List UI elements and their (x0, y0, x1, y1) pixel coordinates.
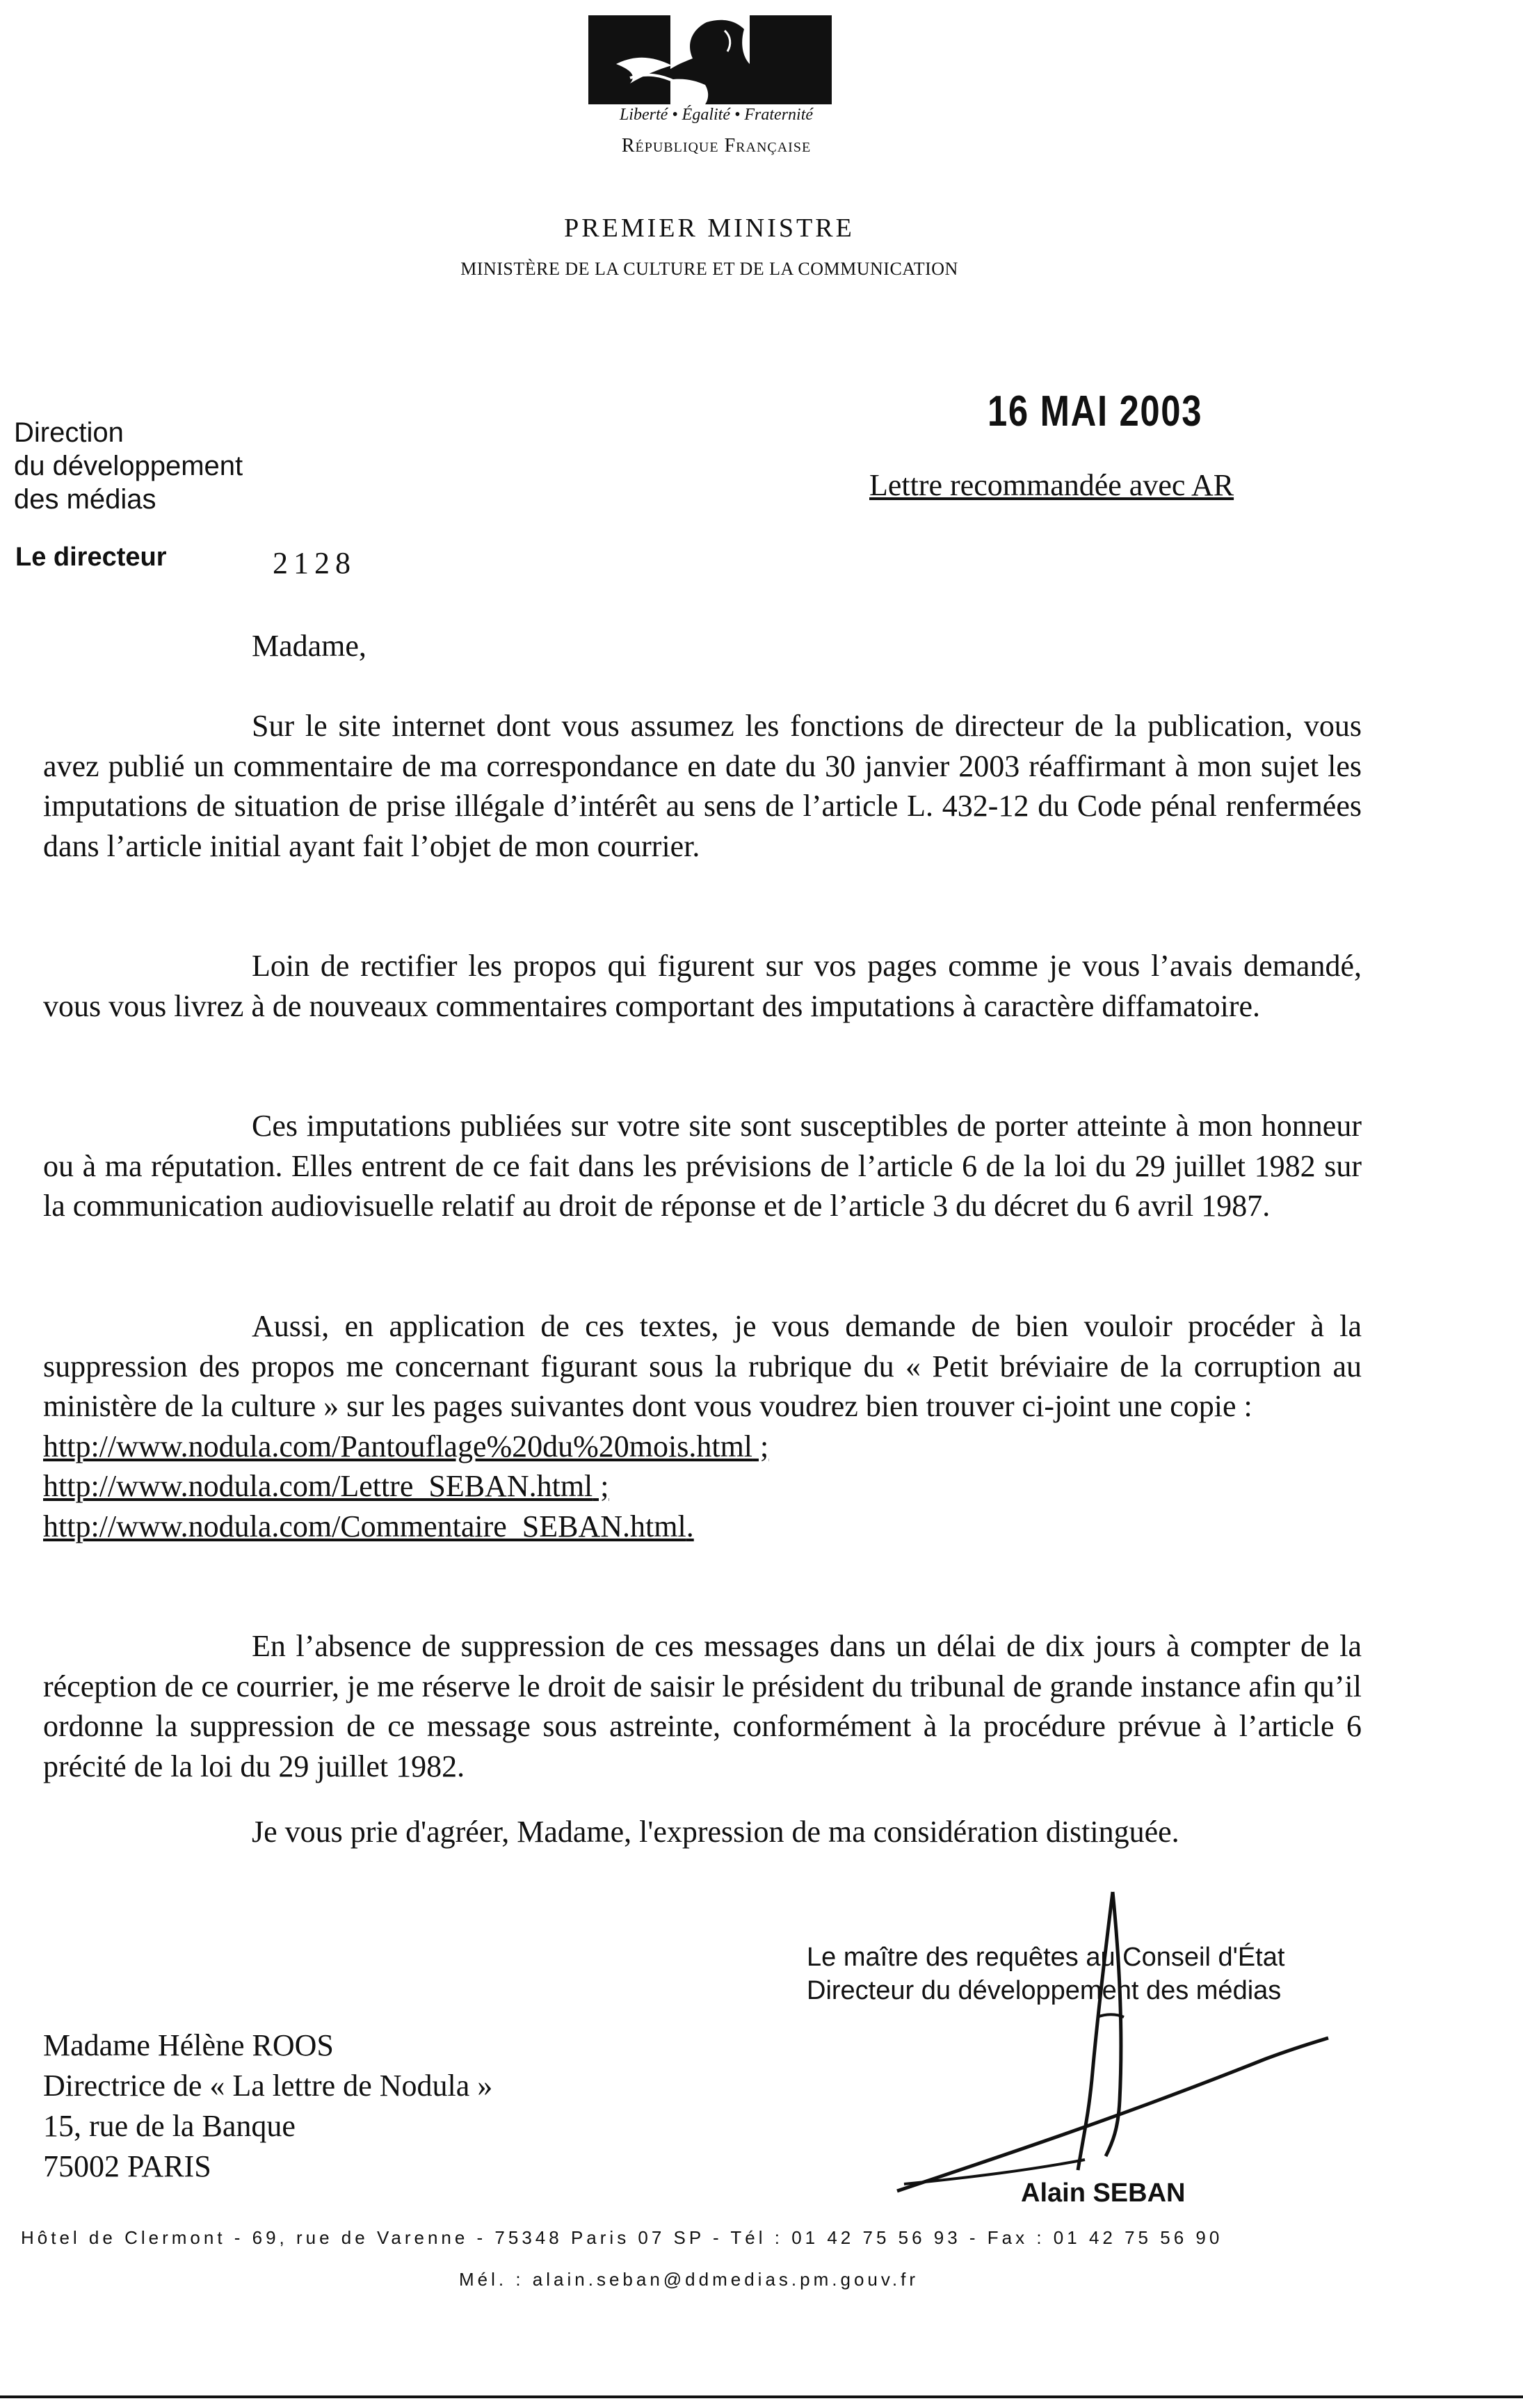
republique-francaise: République Française (621, 135, 812, 156)
premier-ministre-heading: PREMIER MINISTRE (564, 214, 855, 243)
signatory-title-line: Le maître des requêtes au Conseil d'État (807, 1943, 1285, 1972)
recipient-line: Madame Hélène ROOS (43, 2028, 334, 2062)
republic-motto: Liberté • Égalité • Fraternité (619, 106, 814, 124)
link-separator: . (686, 1509, 694, 1543)
signatory-name: Alain SEBAN (1021, 2178, 1186, 2208)
handwritten-signature (876, 1878, 1363, 2226)
paragraph-3: Ces imputations publiées sur votre site sont susceptibles de porter atteinte à mon honneur ou à ma réputation. Elles entrent de ce fait dans les prévisions de l’article 6 de la loi du 29 juillet 1982 sur la communication audiovisuelle relatif au droit de réponse et de l’article 3 du décret du 6 avril 1987. (43, 1109, 1362, 1223)
sender-direction (14, 416, 306, 516)
ministere-heading: MINISTÈRE DE LA CULTURE ET DE LA COMMUNICATION (460, 259, 958, 279)
sender-role: Le directeur (15, 543, 167, 572)
paragraph-1: Sur le site internet dont vous assumez les fonctions de directeur de la publication, vous avez publié un commentaire de ma correspondance en date du 30 janvier 2003 réaffirmant à mon sujet les imputations de situation de prise illégale d’intérêt au sens de l’article L. 432-12 du Code pénal renfermées dans l’article initial ayant fait l’objet de mon courrier. (43, 709, 1362, 863)
delivery-mode: Lettre recommandée avec AR (869, 468, 1234, 502)
paragraph-4 (43, 1306, 1362, 1546)
signatory-title-line: Directeur du développement des médias (807, 1976, 1282, 2005)
link-separator: ; (593, 1469, 609, 1503)
link-separator: ; (752, 1429, 769, 1463)
direction-line: des médias (14, 484, 156, 515)
paragraph-2: Loin de rectifier les propos qui figurent sur vos pages comme je vous l’avais demandé, vous vous livrez à de nouveaux commentaires comportant des imputations à caractère diffamatoire. (43, 949, 1362, 1023)
link-pantouflage[interactable] (43, 1427, 1362, 1467)
link-commentaire-seban[interactable] (43, 1507, 1362, 1547)
direction-line: Direction (14, 417, 124, 448)
direction-line: du développement (14, 451, 243, 481)
link-lettre-seban[interactable] (43, 1466, 1362, 1507)
marianne-logo (588, 15, 832, 104)
link-url[interactable]: http://www.nodula.com/Pantouflage%20du%20mois.html (43, 1429, 753, 1463)
bottom-rule (0, 2395, 1523, 2398)
reference-number: 2128 (273, 546, 356, 580)
footer-address: Hôtel de Clermont - 69, rue de Varenne - 75348 Paris 07 SP - Tél : 01 42 75 56 93 - Fax : 01 42 75 56 90 (21, 2227, 1223, 2248)
link-url[interactable]: http://www.nodula.com/Commentaire_SEBAN.html (43, 1509, 686, 1543)
link-url[interactable]: http://www.nodula.com/Lettre_SEBAN.html (43, 1469, 593, 1503)
letter-date-stamp: 16 MAI 2003 (988, 387, 1203, 435)
salutation: Madame, (252, 629, 366, 663)
paragraph-4-text: Aussi, en application de ces textes, je vous demande de bien vouloir procéder à la suppression des propos me concernant figurant sous la rubrique du « Petit bréviaire de la corruption au ministère de la culture » sur les pages suivantes dont vous voudrez bien trouver ci-joint une copie : (43, 1309, 1362, 1423)
paragraph-5: En l’absence de suppression de ces messages dans un délai de dix jours à compter de la réception de ce courrier, je me réserve le droit de saisir le président du tribunal de grande instance afin qu’il ordonne la suppression de ce message sous astreinte, conformément à la procédure prévue à l’article 6 précité de la loi du 29 juillet 1982. (43, 1629, 1362, 1783)
footer-email: Mél. : alain.seban@ddmedias.pm.gouv.fr (459, 2269, 919, 2290)
recipient-line: Directrice de « La lettre de Nodula » (43, 2069, 493, 2103)
recipient-line: 75002 PARIS (43, 2149, 211, 2183)
closing-formula: Je vous prie d'agréer, Madame, l'expression de ma considération distinguée. (252, 1815, 1179, 1849)
recipient-line: 15, rue de la Banque (43, 2109, 296, 2143)
recipient-address (43, 2025, 739, 2187)
